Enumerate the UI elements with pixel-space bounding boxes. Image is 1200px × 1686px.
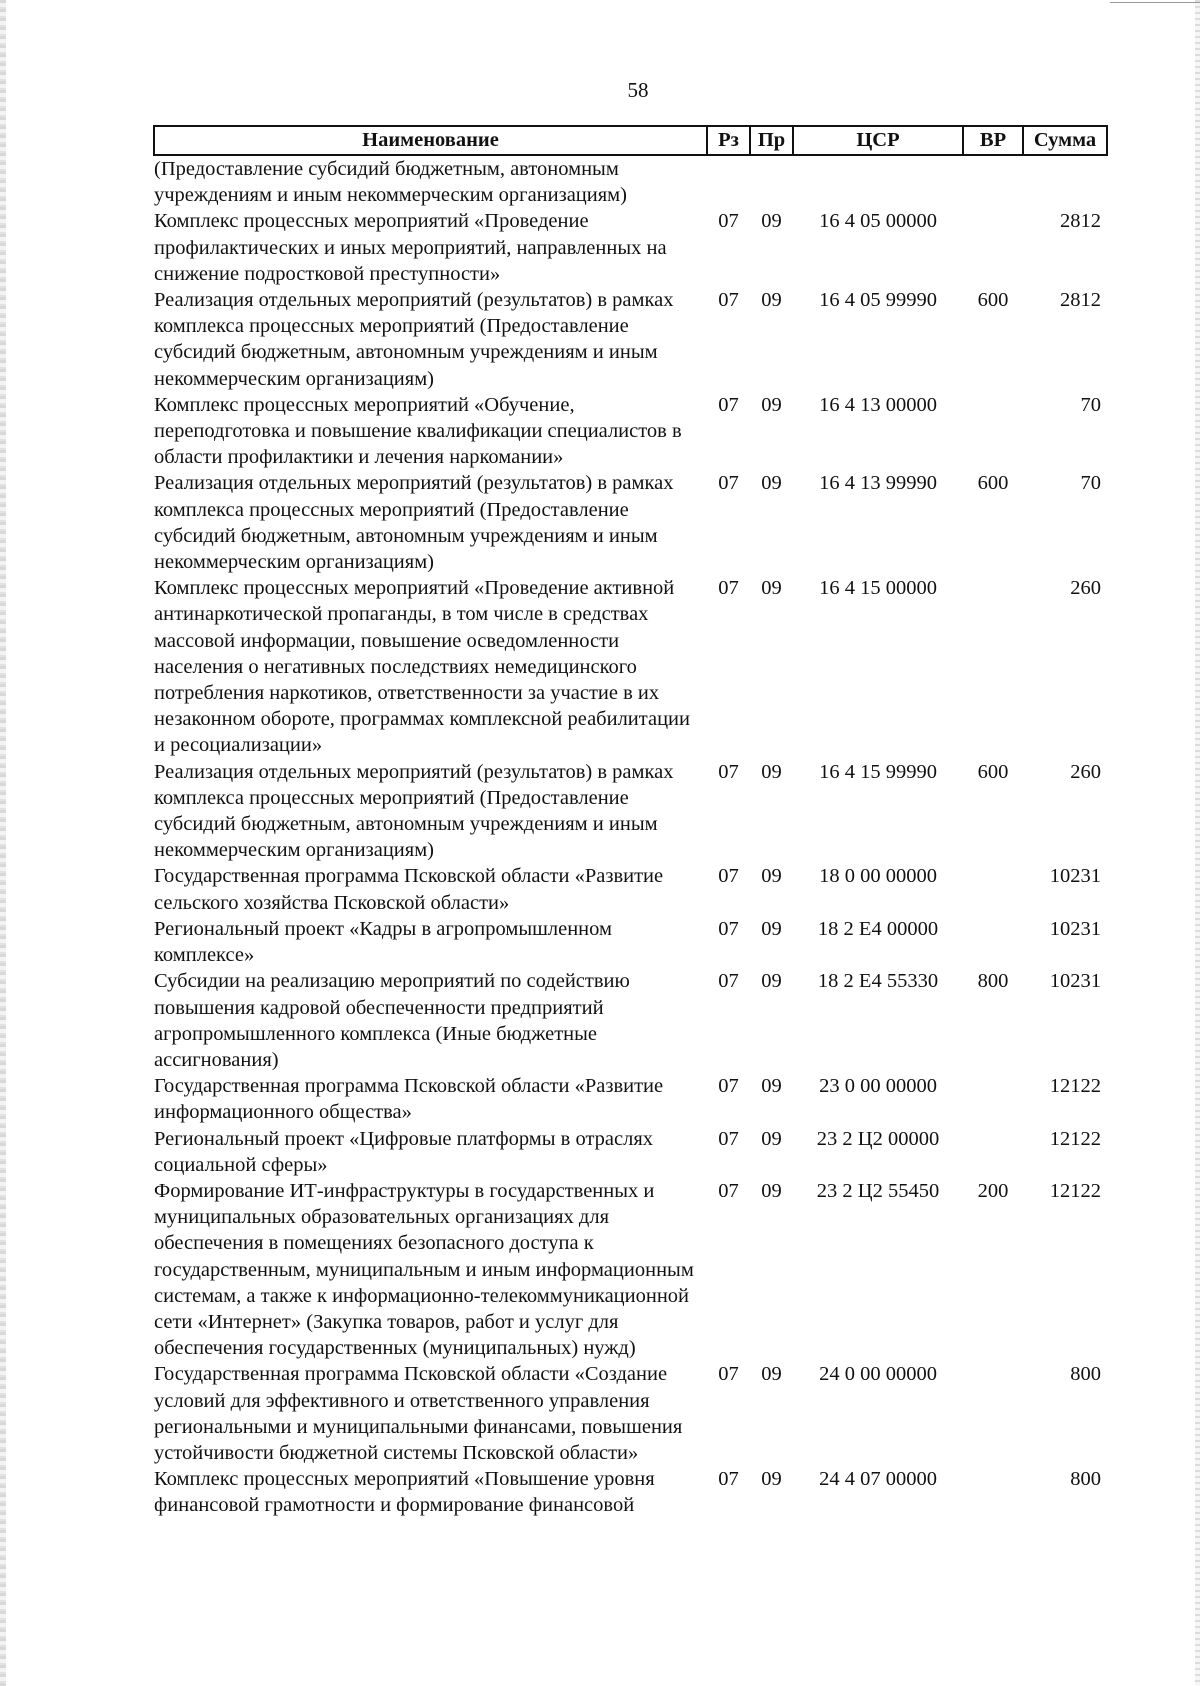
table-row [154,1178,1107,1361]
cell-vr [963,1126,1023,1178]
cell-pr: 09 [761,1363,782,1386]
cell-sum: 800 [1070,1363,1101,1386]
header-sum: Сумма [1023,126,1107,155]
cell-csr: 16 4 05 99990 [819,289,937,312]
header-vr: ВР [963,126,1023,155]
cell-sum: 70 [1080,393,1101,416]
table-row [154,575,1107,758]
cell-rz: 07 [718,1363,739,1386]
table-row [154,208,1107,287]
cell-sum: 800 [1070,1468,1101,1491]
cell-vr [963,1073,1023,1125]
cell-vr: 600 [977,760,1009,783]
cell-vr: 600 [977,472,1009,495]
cell-rz: 07 [718,577,739,600]
cell-name: Субсидии на реализацию мероприятий по содействию повышения кадровой обеспеченности предприятий агропромышленного комплекса (Иные бюджетные ассигнования) [154,970,630,1071]
cell-rz: 07 [718,393,739,416]
cell-rz: 07 [718,1075,739,1098]
cell-sum: 12122 [1049,1075,1101,1098]
cell-rz: 07 [718,917,739,940]
cell-csr: 24 4 07 00000 [819,1468,937,1491]
cell-sum: 70 [1080,472,1101,495]
cell-sum: 2812 [1060,289,1101,312]
cell-csr: 18 0 00 00000 [819,865,937,888]
cell-csr: 23 2 Ц2 00000 [816,1127,940,1150]
cell-pr: 09 [761,970,782,993]
cell-sum: 12122 [1049,1179,1101,1202]
cell-vr [963,155,1023,208]
cell-csr [793,155,963,208]
cell-sum: 10231 [1049,917,1101,940]
cell-pr [750,155,793,208]
header-name: Наименование [154,126,707,155]
cell-vr [963,575,1023,758]
cell-name: Государственная программа Псковской области «Развитие сельского хозяйства Псковской области» [154,865,664,914]
cell-vr: 600 [977,289,1009,312]
cell-rz: 07 [718,760,739,783]
header-pr: Пр [750,126,793,155]
cell-vr [963,916,1023,968]
cell-pr: 09 [761,577,782,600]
cell-sum: 260 [1070,760,1101,783]
cell-vr [963,863,1023,915]
cell-name: Комплекс процессных мероприятий «Проведение активной антинаркотической пропаганды, в том числе в средствах массовой информации, повышение осведомленности населения о негативных последствиях немедицинского потребления наркотиков, ответственности за участие в их незаконном обороте, программах комплексной реабилитации и ресоциализации» [154,577,690,757]
table-row [154,155,1107,208]
cell-rz: 07 [718,1468,739,1491]
table-header-row [154,126,1107,155]
cell-name: Государственная программа Псковской области «Развитие информационного общества» [154,1075,664,1124]
cell-rz: 07 [718,289,739,312]
cell-name: Региональный проект «Цифровые платформы в отраслях социальной сферы» [154,1127,654,1176]
cell-csr: 24 0 00 00000 [819,1363,937,1386]
cell-pr: 09 [761,472,782,495]
cell-csr: 16 4 13 99990 [819,472,937,495]
cell-vr: 800 [977,970,1009,993]
cell-sum: 10231 [1049,865,1101,888]
cell-csr: 16 4 13 00000 [819,393,937,416]
cell-csr: 16 4 15 99990 [819,760,937,783]
table-row [154,1466,1107,1518]
cell-name: Комплекс процессных мероприятий «Обучение, переподготовка и повышение квалификации специалистов в области профилактики и лечения наркомании» [154,393,682,469]
cell-rz: 07 [718,1179,739,1202]
cell-vr [963,208,1023,287]
table-row [154,1073,1107,1125]
table-row [154,392,1107,471]
cell-name: Региональный проект «Кадры в агропромышленном комплексе» [154,917,612,967]
cell-sum: 10231 [1049,970,1101,993]
cell-name: Реализация отдельных мероприятий (результатов) в рамках комплекса процессных мероприятий (Предоставление субсидий бюджетным, автономным учреждениям и иным некоммерческим организациям) [154,472,674,574]
cell-csr: 18 2 Е4 55330 [817,970,939,993]
cell-rz: 07 [718,1127,739,1150]
table-row [154,470,1107,575]
cell-name: (Предоставление субсидий бюджетным, автономным учреждениям и иным некоммерческим организациям) [154,158,627,207]
page-number: 58 [627,78,649,102]
cell-rz: 07 [718,970,739,993]
cell-pr: 09 [761,1179,782,1202]
cell-name: Комплекс процессных мероприятий «Повышение уровня финансовой грамотности и формирование финансовой [154,1468,655,1517]
cell-pr: 09 [761,1075,782,1098]
cell-sum: 260 [1070,577,1101,600]
header-csr: ЦСР [793,126,963,155]
cell-csr: 16 4 15 00000 [819,577,937,600]
cell-pr: 09 [761,1127,782,1150]
scan-top-rule [1110,2,1200,3]
cell-csr: 16 4 05 00000 [819,210,937,233]
table-row [154,1361,1107,1466]
table-body [154,155,1107,1519]
cell-pr: 09 [761,917,782,940]
budget-table [153,125,1108,1519]
cell-name: Комплекс процессных мероприятий «Проведение профилактических и иных мероприятий, направленных на снижение подростковой преступности» [154,210,667,285]
cell-rz: 07 [718,865,739,888]
table-row [154,968,1107,1073]
table-row [154,287,1107,392]
scan-edge-left [0,0,6,1686]
cell-rz: 07 [718,210,739,233]
cell-name: Реализация отдельных мероприятий (результатов) в рамках комплекса процессных мероприятий (Предоставление субсидий бюджетным, автономным учреждениям и иным некоммерческим организациям) [154,289,674,390]
cell-name: Государственная программа Псковской области «Создание условий для эффективного и ответственного управления региональными и муниципальными финансами, повышения устойчивости бюджетной системы Псковской области» [154,1363,683,1464]
cell-pr: 09 [761,1468,782,1491]
cell-rz: 07 [718,472,739,495]
cell-rz [707,155,750,208]
cell-vr [963,392,1023,471]
cell-csr: 18 2 Е4 00000 [817,917,939,940]
table-row [154,759,1107,864]
cell-sum: 12122 [1049,1127,1101,1150]
cell-pr: 09 [761,760,782,783]
cell-csr: 23 0 00 00000 [819,1075,937,1098]
table-row [154,1126,1107,1178]
cell-csr: 23 2 Ц2 55450 [816,1179,940,1202]
header-rz: Рз [707,126,750,155]
cell-pr: 09 [761,393,782,416]
cell-sum: 2812 [1060,210,1101,233]
cell-name: Формирование ИТ-инфраструктуры в государственных и муниципальных образовательных организациях для обеспечения в помещениях безопасного доступа к государственным, муниципальным и иным информационным системам, а также к информационно-телекоммуникационной сети «Интернет» (Закупка товаров, работ и услуг для обеспечения государственных (муниципальных) нужд) [154,1179,694,1360]
table-row [154,916,1107,968]
cell-pr: 09 [761,865,782,888]
table-row [154,863,1107,915]
cell-vr [963,1466,1023,1518]
cell-name: Реализация отдельных мероприятий (результатов) в рамках комплекса процессных мероприятий (Предоставление субсидий бюджетным, автономным учреждениям и иным некоммерческим организациям) [154,760,674,862]
cell-pr: 09 [761,289,782,312]
cell-pr: 09 [761,210,782,233]
scan-edge-right [1195,0,1200,1686]
cell-vr [963,1361,1023,1466]
cell-vr: 200 [977,1179,1009,1202]
cell-sum [1023,155,1107,208]
